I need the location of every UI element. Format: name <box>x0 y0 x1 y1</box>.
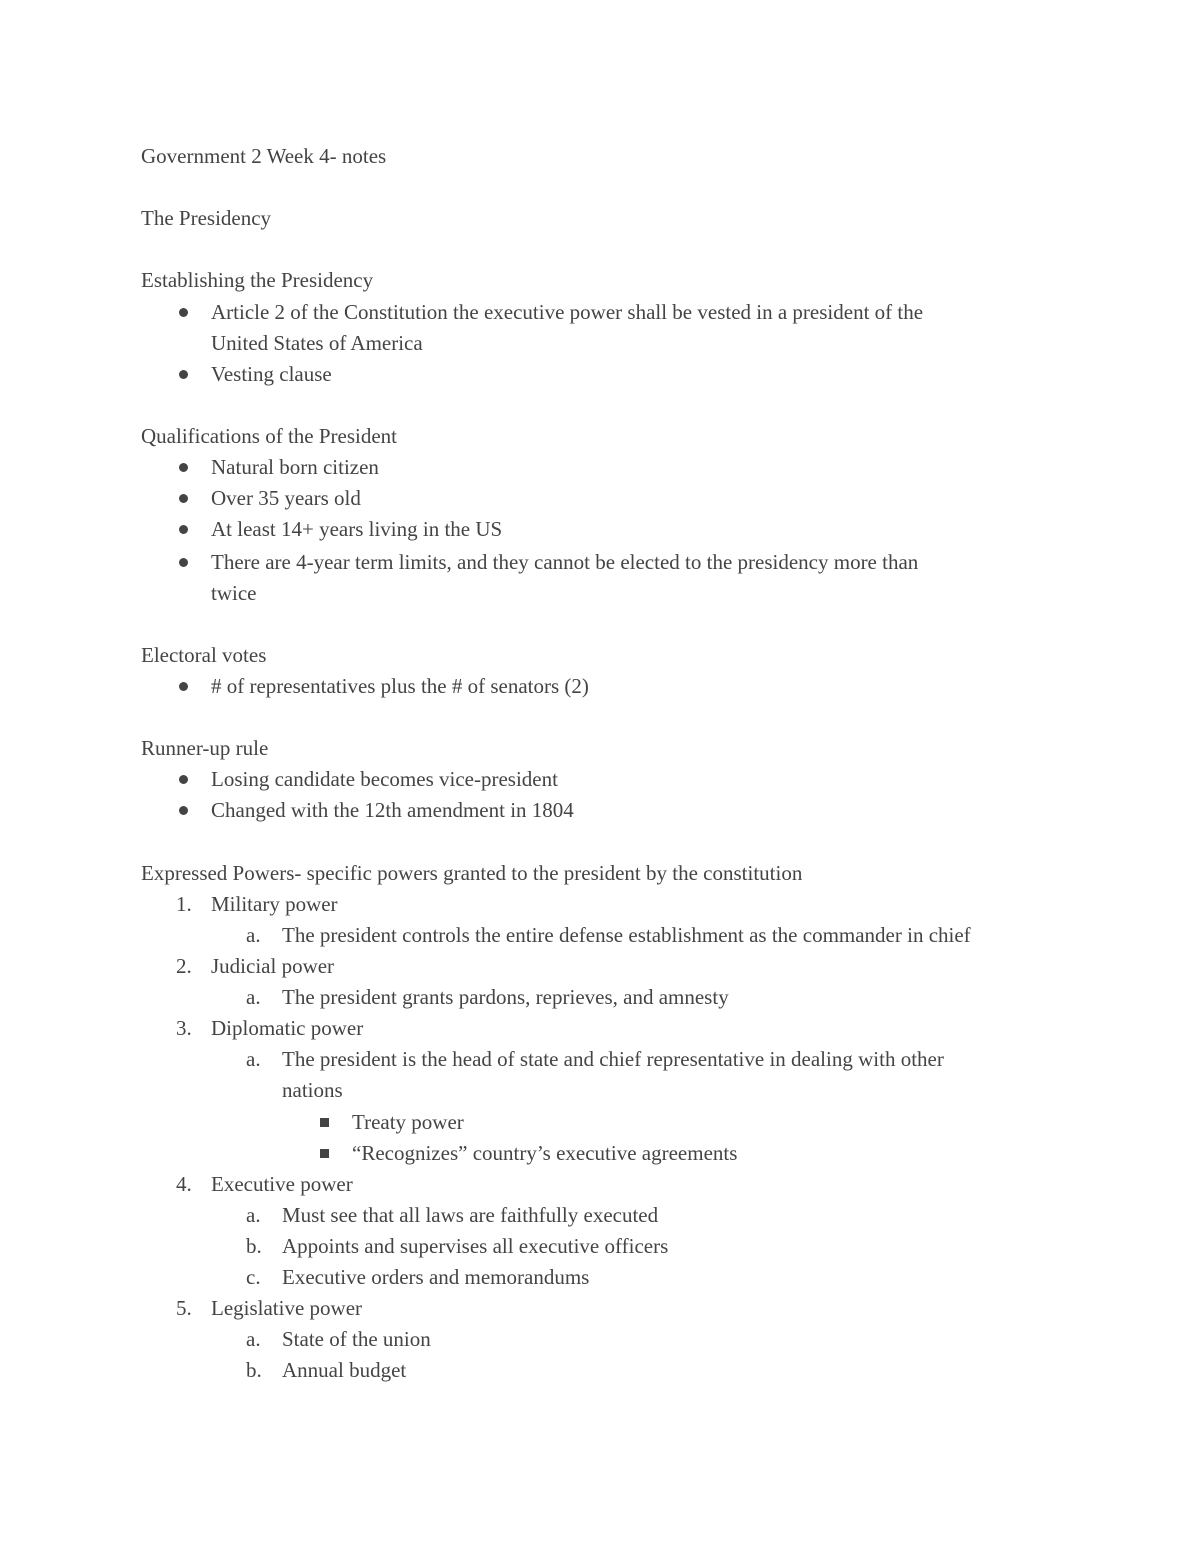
bullet-icon <box>179 463 188 472</box>
topic-heading: The Presidency <box>141 206 272 230</box>
bullet-icon <box>179 370 188 379</box>
section-heading-runner-up-rule: Runner-up rule <box>141 736 269 760</box>
bullet-icon <box>179 525 188 534</box>
section-heading-qualifications: Qualifications of the President <box>141 424 398 448</box>
list-letter: b. <box>246 1234 262 1258</box>
power-title-legislative: Legislative power <box>211 1296 363 1320</box>
list-item: The president grants pardons, reprieves, and amnesty <box>282 985 729 1009</box>
bullet-icon <box>179 558 188 567</box>
list-item: # of representatives plus the # of senators (2) <box>211 674 589 698</box>
power-title-military: Military power <box>211 892 338 916</box>
list-item: Treaty power <box>352 1110 464 1134</box>
list-letter: a. <box>246 923 261 947</box>
list-item: Vesting clause <box>211 362 332 386</box>
list-item: “Recognizes” country’s executive agreements <box>352 1141 738 1165</box>
list-item: The president controls the entire defense establishment as the commander in chief <box>282 923 971 947</box>
list-item: Annual budget <box>282 1358 407 1382</box>
list-letter: a. <box>246 1203 261 1227</box>
list-letter: c. <box>246 1265 261 1289</box>
list-item: Must see that all laws are faithfully executed <box>282 1203 659 1227</box>
section-heading-expressed-powers: Expressed Powers- specific powers granted to the president by the constitution <box>141 861 803 885</box>
list-item: There are 4-year term limits, and they cannot be elected to the presidency more than <box>211 550 919 574</box>
list-item-continuation: United States of America <box>211 331 423 355</box>
power-title-executive: Executive power <box>211 1172 353 1196</box>
list-item-continuation: twice <box>211 581 257 605</box>
list-item: Over 35 years old <box>211 486 361 510</box>
list-item: Natural born citizen <box>211 455 379 479</box>
list-item: Changed with the 12th amendment in 1804 <box>211 798 574 822</box>
bullet-icon <box>179 494 188 503</box>
list-number: 3. <box>176 1016 192 1040</box>
document-title: Government 2 Week 4- notes <box>141 144 387 168</box>
list-letter: a. <box>246 985 261 1009</box>
list-item: At least 14+ years living in the US <box>211 517 503 541</box>
square-bullet-icon <box>320 1118 329 1127</box>
list-number: 5. <box>176 1296 192 1320</box>
list-letter: a. <box>246 1327 261 1351</box>
list-letter: a. <box>246 1047 261 1071</box>
list-letter: b. <box>246 1358 262 1382</box>
bullet-icon <box>179 308 188 317</box>
section-heading-establishing: Establishing the Presidency <box>141 268 374 292</box>
list-item: Executive orders and memorandums <box>282 1265 590 1289</box>
list-item: Losing candidate becomes vice-president <box>211 767 558 791</box>
power-title-judicial: Judicial power <box>211 954 335 978</box>
list-item: State of the union <box>282 1327 431 1351</box>
square-bullet-icon <box>320 1149 329 1158</box>
list-number: 4. <box>176 1172 192 1196</box>
bullet-icon <box>179 806 188 815</box>
bullet-icon <box>179 682 188 691</box>
section-heading-electoral-votes: Electoral votes <box>141 643 267 667</box>
power-title-diplomatic: Diplomatic power <box>211 1016 364 1040</box>
list-item: The president is the head of state and chief representative in dealing with other <box>282 1047 944 1071</box>
bullet-icon <box>179 775 188 784</box>
list-number: 1. <box>176 892 192 916</box>
list-number: 2. <box>176 954 192 978</box>
list-item-continuation: nations <box>282 1078 343 1102</box>
list-item: Article 2 of the Constitution the executive power shall be vested in a president of the <box>211 300 924 324</box>
list-item: Appoints and supervises all executive officers <box>282 1234 669 1258</box>
